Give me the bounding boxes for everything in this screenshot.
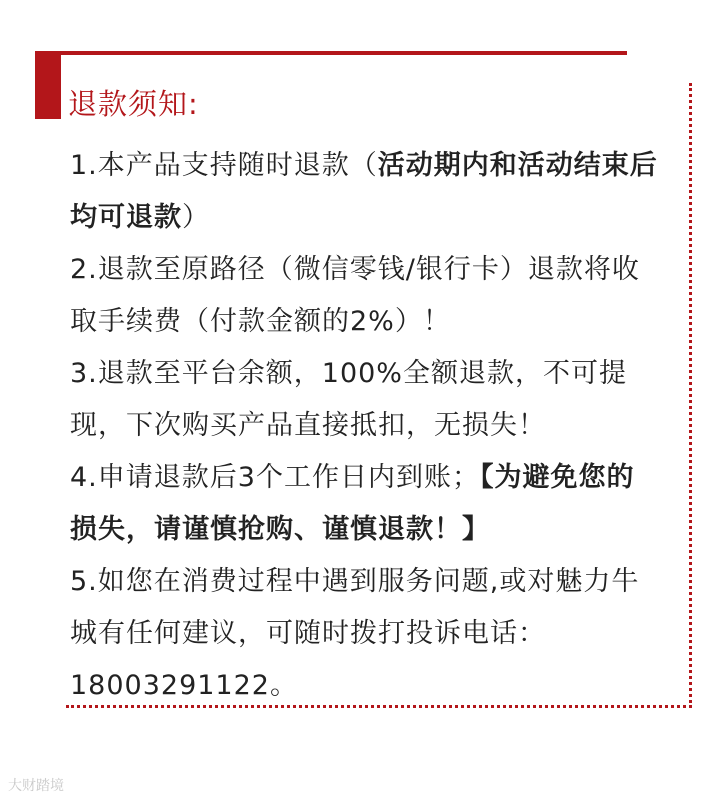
refund-notice-list <box>70 140 660 712</box>
notice-item-3-text: 3.退款至平台余额，100%全额退款，不可提现，下次购买产品直接抵扣，无损失！ <box>70 358 627 441</box>
notice-item-1-text: 1.本产品支持随时退款（ <box>70 150 378 181</box>
notice-item-3 <box>70 348 660 452</box>
notice-item-4-highlight: 【为避免您的损失，请谨慎抢购、谨慎退款！】 <box>70 462 635 545</box>
notice-item-5 <box>70 556 660 712</box>
page-title: 退款须知: <box>68 87 199 121</box>
right-dotted-border <box>689 83 692 708</box>
notice-item-1 <box>70 140 660 244</box>
notice-item-5-text: 5.如您在消费过程中遇到服务问题,或对魅力牛城有任何建议，可随时拨打投诉电话：18003291122。 <box>70 566 640 701</box>
notice-item-4 <box>70 452 660 556</box>
notice-item-2 <box>70 244 660 348</box>
top-accent-rule <box>35 51 627 55</box>
watermark-text: 大财踏境 <box>8 778 64 794</box>
left-accent-bar <box>35 51 61 119</box>
notice-item-4-text: 4.申请退款后3个工作日内到账； <box>70 462 480 493</box>
notice-item-2-text: 2.退款至原路径（微信零钱/银行卡）退款将收取手续费（付款金额的2%）！ <box>70 254 640 337</box>
notice-item-1-end: ） <box>182 202 210 233</box>
notice-item-1-highlight: 活动期内和活动结束后均可退款 <box>70 150 658 233</box>
